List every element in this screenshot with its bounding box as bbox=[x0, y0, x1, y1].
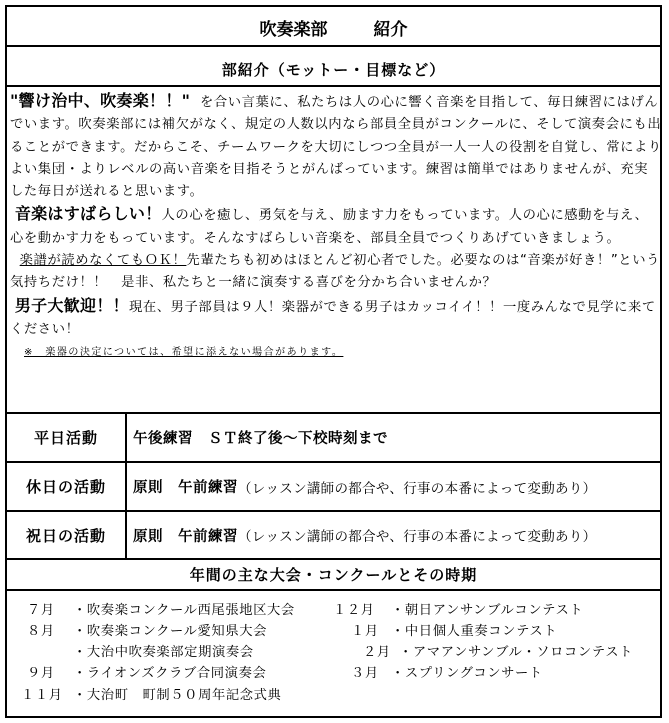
activity-label: 休日の活動 bbox=[7, 463, 127, 510]
club-intro-sheet bbox=[5, 5, 662, 718]
event-month: ３月 bbox=[351, 666, 379, 681]
section-heading-intro: 部紹介（モットー・目標など） bbox=[221, 61, 446, 79]
divider bbox=[7, 85, 660, 87]
activity-detail: （レッスン講師の都合や、行事の本番によって変動あり） bbox=[238, 529, 597, 545]
intro-paragraph-beginners bbox=[10, 250, 662, 295]
activity-label: 平日活動 bbox=[7, 414, 127, 461]
event-name: ・吹奏楽コンクール西尾張地区大会 bbox=[73, 603, 295, 618]
paragraph-lead: 楽譜が読めなくてもＯＫ！ bbox=[19, 253, 187, 269]
divider bbox=[7, 45, 660, 47]
intro-paragraph-boys bbox=[10, 295, 662, 342]
event-month: １月 bbox=[351, 624, 379, 639]
paragraph-body: 人の心を癒し、勇気を与え、励ます力をもっています。人の心に感動を与え、心を動かす力をもっています。そんなすばらしい音楽を、部員全員でつくりあげていきましょう。 bbox=[10, 208, 649, 246]
activity-main: 原則 午前練習 bbox=[133, 528, 238, 545]
event-month: ９月 bbox=[27, 666, 55, 681]
paragraph-body: 現在、男子部員は９人！楽器ができる男子はカッコイイ！！一度みんなで見学に来てください！ bbox=[10, 299, 656, 337]
event-month: ８月 bbox=[27, 624, 55, 639]
event-month: １２月 bbox=[333, 603, 375, 618]
activity-row-holiday bbox=[7, 463, 660, 510]
section-heading-yearly-events: 年間の主な大会・コンクールとその時期 bbox=[189, 566, 478, 584]
event-name: ・スプリングコンサート bbox=[391, 666, 543, 681]
activity-value bbox=[133, 414, 388, 461]
activity-detail: （レッスン講師の都合や、行事の本番によって変動あり） bbox=[238, 480, 597, 497]
activity-label: 祝日の活動 bbox=[7, 512, 127, 558]
activity-main: 原則 午前練習 bbox=[133, 480, 238, 496]
page-title bbox=[7, 15, 660, 45]
paragraph-body: を合い言葉に、私たちは人の心に響く音楽を目指して、毎日練習にはげんでいます。吹奏楽部には補欠がなく、規定の人数以内なら部員全員がコンクールに、そして演奏会にも出ることができます。だからこそ、チームワークを大切にしつつ全員が一人一人の役割を自覚し、常によりよい集団・よりレベルの高い音楽を目指そうとがんばっています。練習は簡単ではありませんが、充実した毎日が送れると思います。 bbox=[10, 95, 662, 200]
intro-paragraph-music bbox=[10, 203, 662, 250]
event-name: ・アマアンサンブル・ソロコンテスト bbox=[399, 645, 633, 660]
instrument-note bbox=[10, 341, 662, 364]
event-name: ・吹奏楽コンクール愛知県大会 bbox=[73, 624, 268, 639]
event-name: ・大治中吹奏楽部定期演奏会 bbox=[73, 645, 254, 660]
activity-row-national-holiday bbox=[7, 512, 660, 558]
event-name: ・ライオンズクラブ合同演奏会 bbox=[73, 666, 267, 681]
paragraph-lead: 男子大歓迎！！ bbox=[14, 295, 129, 315]
note-text: ※ 楽器の決定については、希望に添えない場合があります。 bbox=[24, 347, 344, 359]
event-name: ・朝日アンサンブルコンテスト bbox=[391, 603, 584, 618]
title-suffix: 紹介 bbox=[373, 20, 408, 40]
club-name: 吹奏楽部 bbox=[259, 20, 328, 40]
motto-text: "響け治中、吹奏楽！！" bbox=[10, 91, 191, 110]
divider bbox=[7, 589, 660, 591]
activity-row-weekday bbox=[7, 414, 660, 461]
intro-paragraph-motto bbox=[10, 90, 662, 203]
activity-value bbox=[133, 463, 596, 510]
event-month: ７月 bbox=[27, 603, 55, 618]
paragraph-lead: 音楽はすばらしい！ bbox=[14, 204, 162, 224]
activity-main: 午後練習 ＳＴ終了後～下校時刻まで bbox=[133, 431, 388, 447]
paragraph-body: 先輩たちも初めはほとんど初心者でした。必要なのは“音楽が好き！”という気持ちだけ！！ 是非、私たちと一緒に演奏する喜びを分かち合いませんか？ bbox=[10, 253, 660, 291]
event-name: ・中日個人重奏コンテスト bbox=[391, 624, 558, 639]
intro-text bbox=[10, 90, 662, 365]
event-month: １１月 bbox=[21, 688, 63, 703]
event-month: ２月 bbox=[363, 645, 391, 660]
divider bbox=[7, 558, 660, 560]
activity-value bbox=[133, 512, 596, 558]
event-name: ・大治町 町制５０周年記念式典 bbox=[73, 688, 282, 703]
